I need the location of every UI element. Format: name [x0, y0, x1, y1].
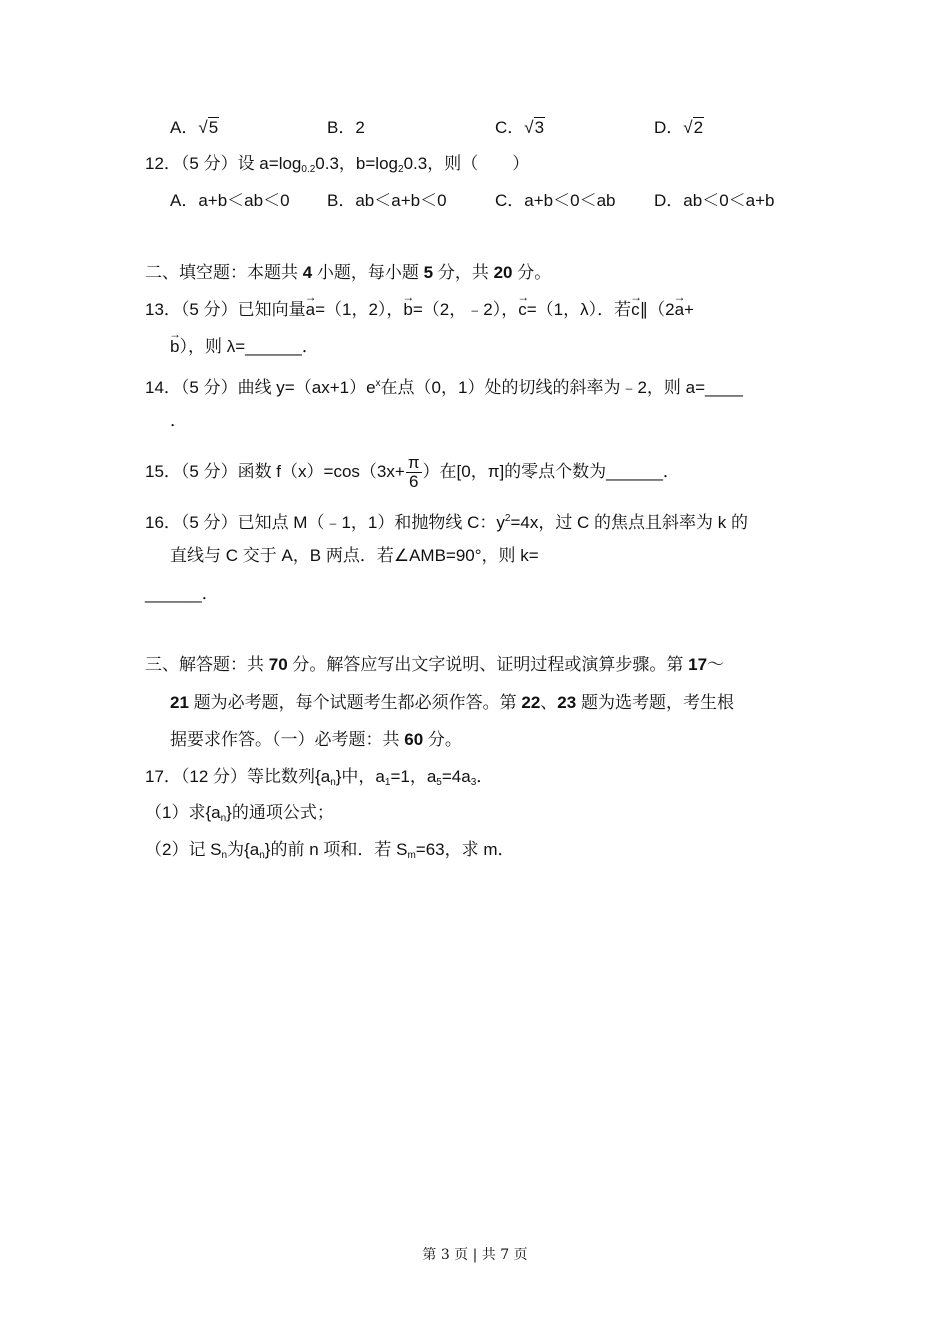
q11-option-d: [654, 117, 704, 139]
question-12: [145, 153, 529, 181]
text-run: 13．（5 分）已知向量: [145, 300, 306, 319]
text-run: 在点（0，1）处的切线的斜率为﹣2，则 a=____: [380, 378, 743, 397]
text-run: 17．（12 分）等比数列{a: [145, 767, 331, 786]
section-3-heading-cont2: [170, 729, 462, 751]
option-value: ab＜0＜a+b: [683, 191, 775, 210]
option-label: A．: [170, 118, 199, 137]
page-footer: 第 3 页 | 共 7 页: [422, 1247, 528, 1263]
question-16-blank: [145, 583, 219, 605]
vector-symbol: → b: [403, 299, 412, 321]
option-value: ab＜a+b＜0: [355, 191, 447, 210]
sqrt-expression: [524, 117, 545, 139]
text-run: 22: [521, 693, 541, 712]
option-value: a+b＜ab＜0: [198, 191, 290, 210]
text-run: =4x，过 C 的焦点且斜率为 k 的: [510, 513, 749, 532]
text-run: 12．（5 分）设 a=log: [145, 154, 302, 173]
text-run: 4: [302, 263, 313, 282]
question-16: [145, 508, 748, 534]
text-run: 据要求作答。（一）必考题：共: [170, 730, 405, 749]
q12-option-d: [654, 190, 774, 212]
text-run: 20: [493, 263, 513, 282]
text-run: 分。: [512, 263, 552, 282]
text-run: 23: [557, 693, 577, 712]
subscript: n: [221, 850, 228, 861]
text-run: ______．: [145, 584, 219, 603]
q11-option-a: [170, 117, 219, 139]
option-label: A．: [170, 191, 199, 210]
text-run: 60: [404, 730, 424, 749]
option-label: D．: [654, 118, 684, 137]
text-run: =（2，﹣2），: [412, 300, 519, 319]
text-run: 14．（5 分）曲线 y=（ax+1）e: [145, 378, 376, 397]
text-run: 题为选考题，考生根: [576, 693, 734, 712]
question-17-part-1: [145, 802, 334, 830]
text-run: 题为必考题，每个试题考生都必须作答。第: [188, 693, 522, 712]
section-2-heading: [145, 262, 551, 284]
text-run: ）在[0，π]的零点个数为______．: [422, 461, 680, 481]
question-13-cont: [170, 336, 319, 358]
text-run: 0.3，则（ ）: [403, 154, 530, 173]
subscript: n: [259, 850, 265, 861]
question-17-part-2: [145, 839, 515, 867]
text-run: 17: [688, 655, 708, 674]
text-run: +: [684, 300, 694, 319]
q12-option-b: [327, 190, 447, 212]
section-3-heading: [145, 654, 724, 676]
vector-symbol: → c: [518, 299, 527, 321]
text-run: =（1，2），: [315, 300, 404, 319]
text-run: （1）求{a: [145, 803, 221, 822]
text-run: 16．（5 分）已知点 M（﹣1，1）和抛物线 C：y: [145, 513, 505, 532]
text-run: }中，a: [335, 767, 385, 786]
text-run: }的前 n 项和．若 S: [264, 840, 408, 859]
subscript: m: [407, 850, 416, 861]
option-label: C．: [495, 191, 525, 210]
radicand: 2: [693, 118, 704, 137]
text-run: 15．（5 分）函数 f（x）=cos（3x+: [145, 461, 405, 481]
subscript: 0.2: [301, 164, 316, 175]
subscript: 3: [470, 777, 477, 788]
text-run: 分。解答应写出文字说明、证明过程或演算步骤。第: [287, 655, 689, 674]
text-run: }的通项公式；: [226, 803, 334, 822]
option-label: D．: [654, 191, 684, 210]
vector-symbol: → a: [675, 299, 684, 321]
question-15: [145, 454, 680, 491]
subscript: 1: [384, 777, 391, 788]
option-value: a+b＜0＜ab: [524, 191, 616, 210]
question-16-cont: [170, 545, 539, 567]
q11-option-b: [327, 117, 365, 139]
superscript: x: [375, 378, 381, 389]
radicand: 3: [534, 118, 545, 137]
sqrt-icon: √: [198, 118, 208, 137]
fraction-denominator: 6: [408, 472, 419, 491]
text-run: 直线与 C 交于 A，B 两点．若∠AMB=90°，则 k=: [170, 546, 539, 565]
subscript: n: [220, 813, 227, 824]
text-run: 70: [268, 655, 288, 674]
radicand: 5: [208, 118, 219, 137]
text-run: 分。: [423, 730, 462, 749]
text-run: =63，求 m．: [415, 840, 515, 859]
vector-symbol: → c: [631, 299, 640, 321]
text-run: ∥（2: [639, 300, 675, 319]
text-run: ～: [707, 655, 725, 674]
question-13: [145, 299, 694, 321]
sqrt-expression: [683, 117, 704, 139]
text-run: ），则 λ=______．: [179, 337, 319, 356]
text-run: （2）记 S: [145, 840, 222, 859]
subscript: 5: [436, 777, 442, 788]
question-14-cont: [170, 410, 187, 432]
text-run: 分，共: [433, 263, 494, 282]
text-run: 5: [423, 263, 434, 282]
superscript: 2: [504, 513, 511, 524]
text-run: 二、填空题：本题共: [145, 263, 303, 282]
sqrt-icon: √: [683, 118, 693, 137]
text-run: 0.3，b=log: [315, 154, 398, 173]
text-run: 三、解答题：共: [145, 655, 269, 674]
vector-symbol: → a: [306, 299, 315, 321]
subscript: 2: [398, 164, 404, 175]
fraction: [406, 454, 422, 491]
sqrt-expression: [198, 117, 219, 139]
option-label: B．: [327, 191, 356, 210]
question-14: [145, 373, 743, 399]
text-run: ．: [170, 411, 187, 430]
section-3-heading-cont: [170, 692, 734, 714]
subscript: n: [330, 777, 336, 788]
vector-symbol: → b: [170, 336, 179, 358]
option-value: 2: [355, 118, 365, 137]
sqrt-icon: √: [524, 118, 534, 137]
text-run: 21: [170, 693, 189, 712]
q12-option-a: [170, 190, 290, 212]
option-label: C．: [495, 118, 525, 137]
text-run: 、: [540, 693, 558, 712]
q12-option-c: [495, 190, 615, 212]
text-run: =（1，λ）．若: [526, 300, 632, 319]
text-run: 小题，每小题: [312, 263, 424, 282]
text-run: 为{a: [227, 840, 260, 859]
question-17: [145, 766, 493, 794]
fraction-numerator: π: [407, 453, 420, 472]
text-run: ．: [476, 767, 494, 786]
option-label: B．: [327, 118, 356, 137]
text-run: =1，a: [390, 767, 437, 786]
q11-option-c: [495, 117, 545, 139]
text-run: =4a: [441, 767, 471, 786]
